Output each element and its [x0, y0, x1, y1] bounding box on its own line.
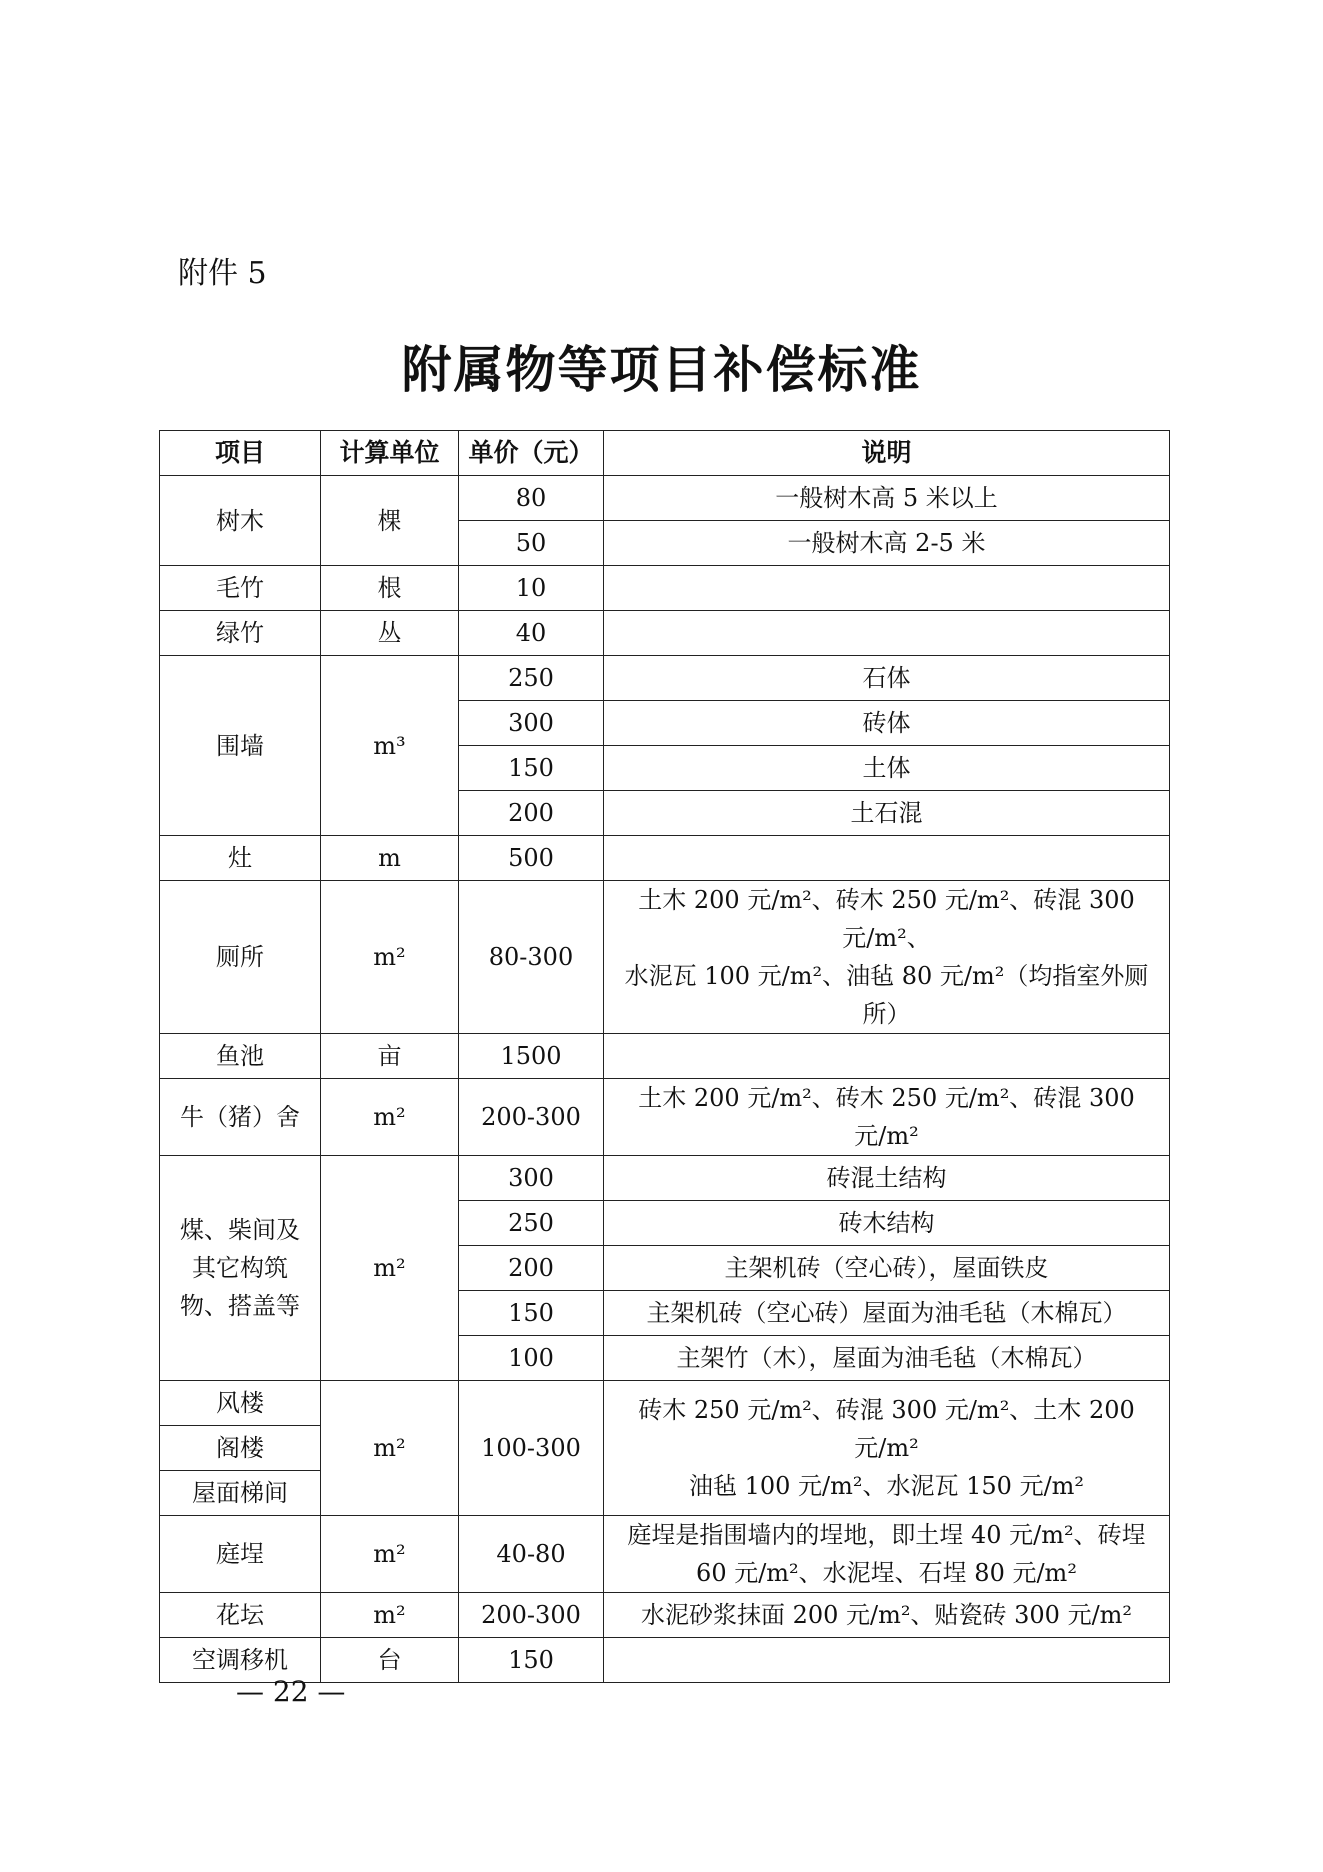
desc-cell: 主架机砖（空心砖），屋面铁皮 [604, 1246, 1170, 1291]
header-unit: 计算单位 [321, 431, 459, 476]
price-cell: 50 [459, 521, 604, 566]
table-row [160, 1381, 1170, 1426]
desc-line: 庭埕是指围墙内的埕地，即土埕 40 元/m²、砖埕 [627, 1521, 1146, 1549]
attachment-label: 附件 5 [178, 256, 267, 291]
item-cell: 牛（猪）舍 [160, 1079, 321, 1156]
table-row [160, 656, 1170, 701]
unit-cell: m² [321, 1156, 459, 1381]
item-cell: 庭埕 [160, 1516, 321, 1593]
desc-cell: 主架机砖（空心砖）屋面为油毛毡（木棉瓦） [604, 1291, 1170, 1336]
price-cell: 300 [459, 701, 604, 746]
desc-line: 油毡 100 元/m²、水泥瓦 150 元/m² [688, 1472, 1085, 1500]
desc-cell [604, 1516, 1170, 1593]
unit-cell: m² [321, 881, 459, 1034]
table-header-row [160, 431, 1170, 476]
desc-cell: 土石混 [604, 791, 1170, 836]
item-cell: 空调移机 [160, 1638, 321, 1683]
desc-cell: 砖木结构 [604, 1201, 1170, 1246]
desc-line: 水泥瓦 100 元/m²、油毡 80 元/m²（均指室外厕所） [624, 962, 1149, 1028]
table-row [160, 611, 1170, 656]
desc-cell: 砖体 [604, 701, 1170, 746]
price-cell: 250 [459, 656, 604, 701]
desc-cell: 土木 200 元/m²、砖木 250 元/m²、砖混 300 元/m² [604, 1079, 1170, 1156]
table-row [160, 881, 1170, 1034]
desc-cell: 一般树木高 5 米以上 [604, 476, 1170, 521]
item-cell: 灶 [160, 836, 321, 881]
price-cell: 40 [459, 611, 604, 656]
desc-cell [604, 566, 1170, 611]
table-row [160, 476, 1170, 521]
desc-line: 60 元/m²、水泥埕、石埕 80 元/m² [696, 1559, 1077, 1587]
price-cell: 100-300 [459, 1381, 604, 1516]
table-row [160, 1079, 1170, 1156]
page-number: — 22 — [236, 1675, 346, 1708]
price-cell: 80-300 [459, 881, 604, 1034]
price-cell: 100 [459, 1336, 604, 1381]
unit-cell: 丛 [321, 611, 459, 656]
table-row [160, 1516, 1170, 1593]
unit-cell: 亩 [321, 1034, 459, 1079]
item-cell: 风楼 [160, 1381, 321, 1426]
table-row [160, 1034, 1170, 1079]
price-cell: 200 [459, 791, 604, 836]
desc-cell [604, 1381, 1170, 1516]
desc-line: 砖木 250 元/m²、砖混 300 元/m²、土木 200 元/m² [638, 1396, 1135, 1462]
desc-cell: 主架竹（木），屋面为油毛毡（木棉瓦） [604, 1336, 1170, 1381]
page-title: 附属物等项目补偿标准 [401, 341, 922, 399]
header-item: 项目 [160, 431, 321, 476]
item-cell [160, 1156, 321, 1381]
table-row [160, 566, 1170, 611]
desc-cell: 水泥砂浆抹面 200 元/m²、贴瓷砖 300 元/m² [604, 1593, 1170, 1638]
desc-cell [604, 1638, 1170, 1683]
unit-cell: m² [321, 1381, 459, 1516]
header-price: 单价（元） [459, 431, 604, 476]
price-cell: 200 [459, 1246, 604, 1291]
desc-cell [604, 611, 1170, 656]
unit-cell: m³ [321, 656, 459, 836]
unit-cell: 台 [321, 1638, 459, 1683]
price-cell: 300 [459, 1156, 604, 1201]
desc-cell [604, 836, 1170, 881]
item-cell: 花坛 [160, 1593, 321, 1638]
desc-cell [604, 1034, 1170, 1079]
price-cell: 200-300 [459, 1079, 604, 1156]
item-line: 煤、柴间及 [180, 1216, 300, 1244]
price-cell: 500 [459, 836, 604, 881]
price-cell: 40-80 [459, 1516, 604, 1593]
item-cell: 绿竹 [160, 611, 321, 656]
price-cell: 1500 [459, 1034, 604, 1079]
item-cell: 围墙 [160, 656, 321, 836]
price-cell: 250 [459, 1201, 604, 1246]
unit-cell: m² [321, 1079, 459, 1156]
header-description: 说明 [604, 431, 1170, 476]
price-cell: 10 [459, 566, 604, 611]
compensation-table [159, 430, 1170, 1683]
price-cell: 150 [459, 1638, 604, 1683]
unit-cell: m² [321, 1593, 459, 1638]
desc-cell: 土体 [604, 746, 1170, 791]
unit-cell: m² [321, 1516, 459, 1593]
item-line: 物、搭盖等 [180, 1292, 300, 1320]
desc-cell: 砖混土结构 [604, 1156, 1170, 1201]
table-row [160, 1593, 1170, 1638]
desc-line: 土木 200 元/m²、砖木 250 元/m²、砖混 300 元/m²、 [638, 886, 1135, 952]
item-cell: 毛竹 [160, 566, 321, 611]
item-line: 其它构筑 [192, 1254, 288, 1282]
price-cell: 200-300 [459, 1593, 604, 1638]
desc-cell [604, 881, 1170, 1034]
item-cell: 屋面梯间 [160, 1471, 321, 1516]
desc-cell: 石体 [604, 656, 1170, 701]
table-row [160, 1156, 1170, 1201]
price-cell: 150 [459, 746, 604, 791]
desc-cell: 一般树木高 2-5 米 [604, 521, 1170, 566]
price-cell: 80 [459, 476, 604, 521]
unit-cell: m [321, 836, 459, 881]
item-cell: 鱼池 [160, 1034, 321, 1079]
item-cell: 厕所 [160, 881, 321, 1034]
unit-cell: 棵 [321, 476, 459, 566]
table-row [160, 836, 1170, 881]
price-cell: 150 [459, 1291, 604, 1336]
item-cell: 树木 [160, 476, 321, 566]
item-cell: 阁楼 [160, 1426, 321, 1471]
unit-cell: 根 [321, 566, 459, 611]
